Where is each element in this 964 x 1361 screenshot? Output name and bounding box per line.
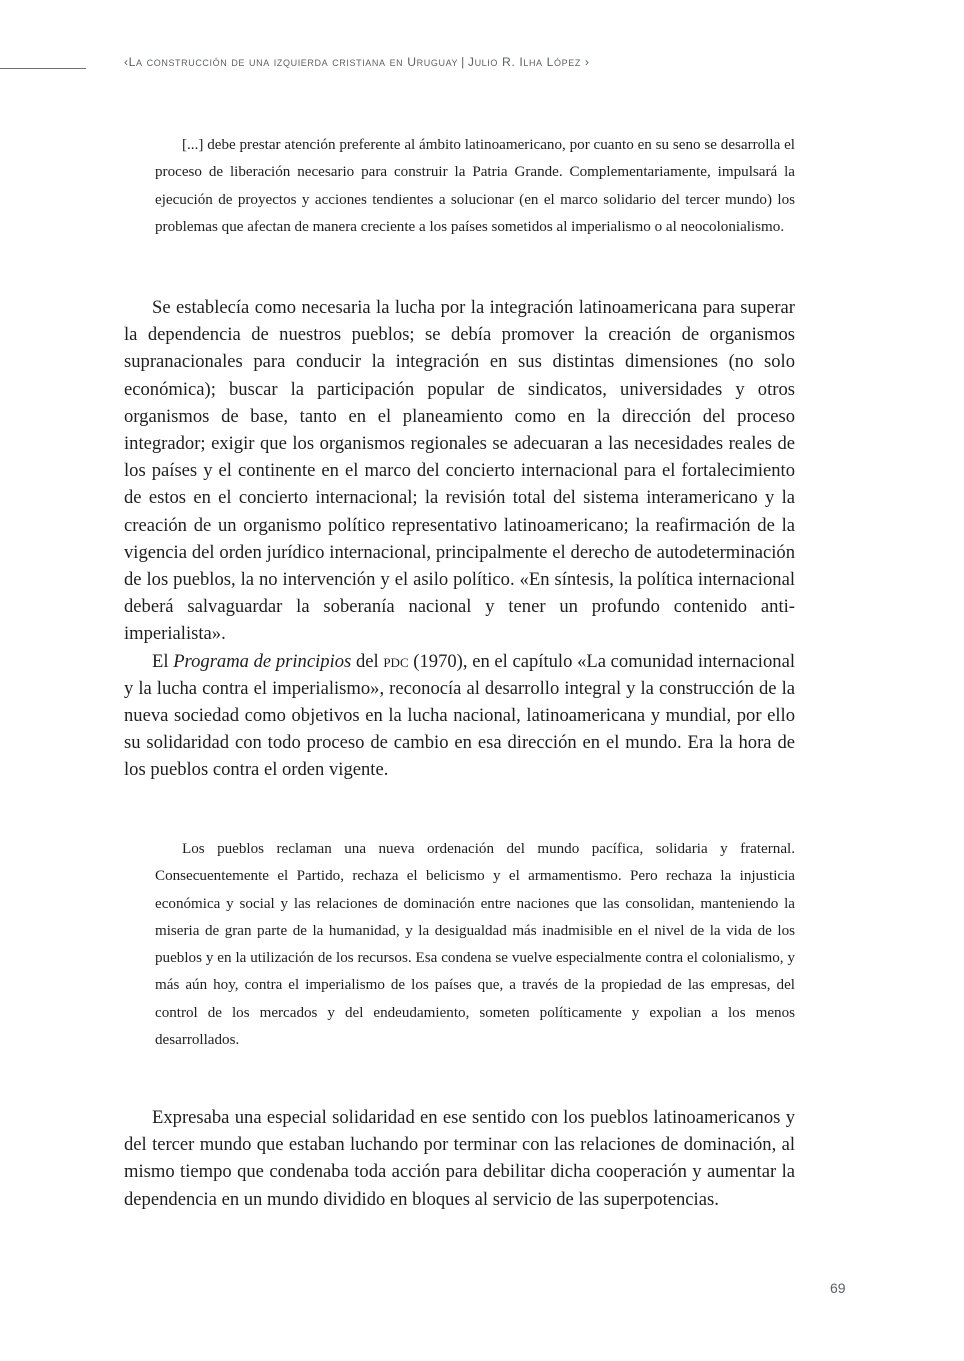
- acronym-pdc: pdc: [383, 650, 409, 672]
- paragraph-1: Se establecía como necesaria la lucha por la integración latinoamericana para superar la dependencia de nuestros pueblos; se debía promover la creación de organismos supranacionales para conducir la integración en sus distintas dimensiones (no solo económica); buscar la participación popular de sindicatos, universidades y otros organismos de base, tanto en el planeamiento como en la dirección del proceso integrador; exigir que los organismos regionales se adecuaran a las necesidades reales de los países y el continente en el marco del concierto internacional para el fortalecimiento de estos en el concierto internacional; la revisión total del sistema interamericano y la creación de un organismo político representativo latinoamericano; la reafirmación de la vigencia del orden jurídico internacional, principalmente el derecho de autodeterminación de los pueblos, la no intervención y el asilo político. «En síntesis, la política internacional deberá salvaguardar la soberanía nacional y tener un profundo contenido anti-imperialista».: [124, 297, 795, 645]
- page-number: 69: [830, 1280, 846, 1296]
- header-separator: |: [461, 55, 465, 69]
- header-rule: [0, 68, 86, 69]
- header-close-bracket: ›: [584, 55, 590, 69]
- blockquote-1: [155, 132, 795, 241]
- header-book-title: La construcción de una izquierda cristiana en Uruguay: [128, 55, 459, 69]
- header-open-bracket: ‹: [124, 55, 129, 69]
- header-author: Julio R. Ilha López: [467, 55, 581, 69]
- paragraph-2-lead: El: [152, 650, 174, 672]
- blockquote-2: [155, 836, 795, 1054]
- running-header: [124, 55, 590, 69]
- closing-text: [124, 1104, 795, 1213]
- work-title: Programa de principios: [173, 650, 352, 672]
- blockquote-2-text: Los pueblos reclaman una nueva ordenación del mundo pacífica, solidaria y fraternal. Consecuentemente el Partido, rechaza el belicismo y el armamentismo. Pero rechaza la injusticia económica y social y las relaciones de dominación entre naciones que las consolidan, manteniendo la miseria de gran parte de la humanidad, y la desigualdad más inadmisible en el nivel de la vida de los pueblos y en la utilización de los recursos. Esa condena se vuelve especialmente contra el colonialismo, y más aún hoy, contra el imperialismo de los países que, a través de la propiedad de las empresas, del control de los mercados y del endeudamiento, someten políticamente y expolian a los menos desarrollados.: [155, 841, 795, 1049]
- paragraph-2: [124, 648, 795, 784]
- paragraph-2-rest: (1970), en el capítulo «La comunidad internacional y la lucha contra el imperialismo», reconocía al desarrollo integral y la construcción de la nueva sociedad como objetivos en la lucha nacional, latinoamericana y mundial, por ello su solidaridad con todo proceso de cambio en esa dirección en el mundo. Era la hora de los pueblos contra el orden vigente.: [124, 650, 795, 781]
- blockquote-1-text: [...] debe prestar atención preferente al ámbito latinoamericano, por cuanto en su seno se desarrolla el proceso de liberación necesario para construir la Patria Grande. Complementariamente, impulsará la ejecución de proyectos y acciones tendientes a solucionar (en el marco solidario del tercer mundo) los problemas que afectan de manera creciente a los países sometidos al imperialismo o al neocolonialismo.: [155, 137, 795, 235]
- main-text: [124, 294, 795, 784]
- paragraph-3: Expresaba una especial solidaridad en ese sentido con los pueblos latinoamericanos y del tercer mundo que estaban luchando por terminar con las relaciones de dominación, al mismo tiempo que condenaba toda acción para debilitar dicha cooperación y aumentar la dependencia en un mundo dividido en bloques al servicio de las superpotencias.: [124, 1107, 795, 1210]
- paragraph-2-mid: del: [351, 650, 384, 672]
